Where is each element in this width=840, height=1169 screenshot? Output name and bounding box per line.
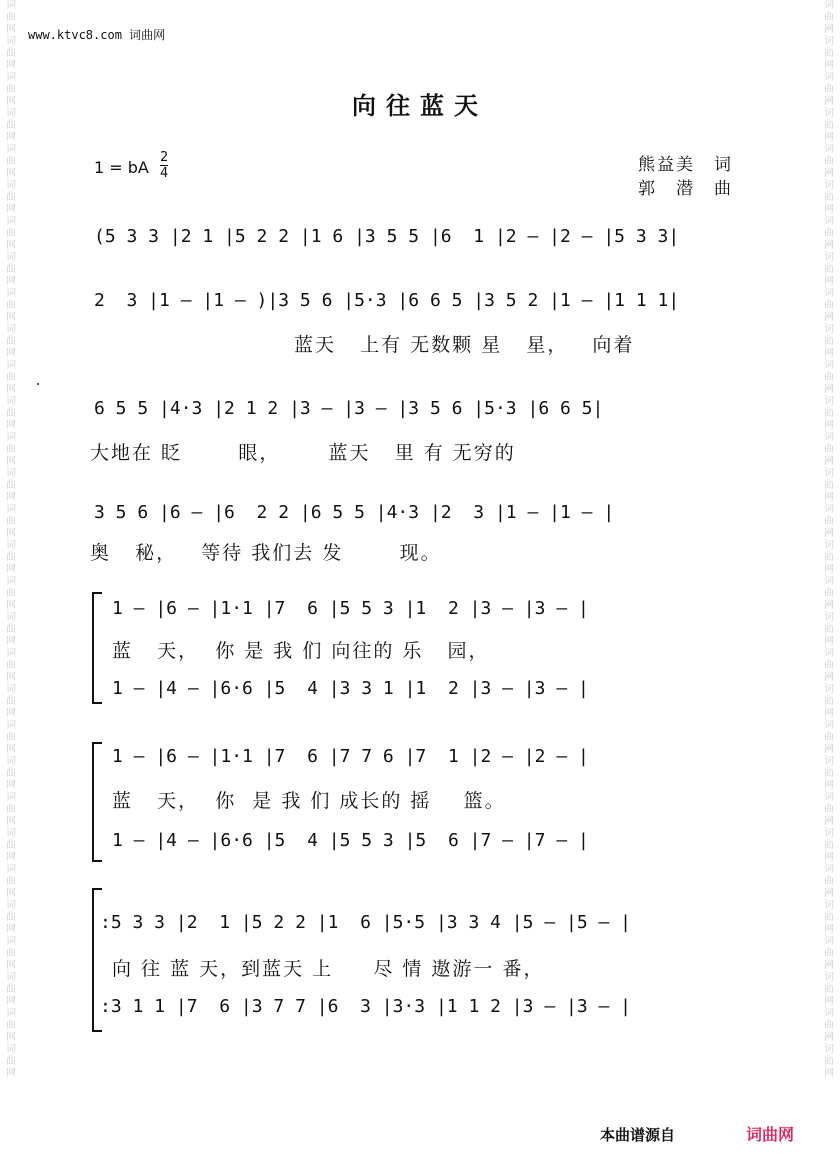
notation-line-10: :3 1 1 |7 6 |3 7 7 |6 3 |3·3 |1 1 2 |3 — |3 — | <box>100 996 632 1017</box>
system-brace-1 <box>92 592 102 704</box>
notation-line-4: 3 5 6 |6 — |6 2 2 |6 5 5 |4·3 |2 3 |1 — |1 — | <box>94 502 615 523</box>
site-url: www.ktvc8.com 词曲网 <box>28 28 166 42</box>
composer-credit: 郭 潜 曲 <box>638 179 733 199</box>
notation-line-6: 1 — |4 — |6·6 |5 4 |3 3 1 |1 2 |3 — |3 — | <box>112 678 589 699</box>
lyric-line-4: 奥 秘， 等待 我们去 发 现。 <box>90 542 442 564</box>
watermark-left: 词曲网 词曲网 词曲网 词曲网 词曲网 词曲网 词曲网 词曲网 词曲网 词曲网 词曲网 词曲网 词曲网 词曲网 词曲网 词曲网 词曲网 词曲网 词曲网 词曲网 词曲网 词曲网 词曲网 词曲网 词曲网 词曲网 词曲网 词曲网 词曲网 词曲网 <box>6 0 16 1079</box>
lyric-line-3: 大地在 眨 眼， 蓝天 里 有 无穷的 <box>90 442 516 464</box>
notation-line-5: 1 — |6 — |1·1 |7 6 |5 5 3 |1 2 |3 — |3 — | <box>112 598 589 619</box>
song-title: 向往蓝天 <box>352 91 488 120</box>
lyric-line-9: 向 往 蓝 天，到蓝天 上 尽 情 遨游一 番， <box>112 958 545 980</box>
notation-line-3: 6 5 5 |4·3 |2 1 2 |3 — |3 — |3 5 6 |5·3 |6 6 5| <box>94 398 604 419</box>
watermark-right: 词曲网 词曲网 词曲网 词曲网 词曲网 词曲网 词曲网 词曲网 词曲网 词曲网 词曲网 词曲网 词曲网 词曲网 词曲网 词曲网 词曲网 词曲网 词曲网 词曲网 词曲网 词曲网 词曲网 词曲网 词曲网 词曲网 词曲网 词曲网 词曲网 词曲网 <box>824 0 834 1079</box>
meter-top: 2 <box>160 150 169 165</box>
notation-line-2: 2 3 |1 — |1 — )|3 5 6 |5·3 |6 6 5 |3 5 2 |1 — |1 1 1| <box>94 290 680 311</box>
system-brace-2 <box>92 742 102 862</box>
notation-line-1: (5 3 3 |2 1 |5 2 2 |1 6 |3 5 5 |6 1 |2 — |2 — |5 3 3| <box>94 226 680 247</box>
lyric-line-5: 蓝 天， 你 是 我 们 向往的 乐 园， <box>112 640 490 662</box>
notation-line-9: :5 3 3 |2 1 |5 2 2 |1 6 |5·5 |3 3 4 |5 — |5 — | <box>100 912 632 933</box>
meter-bottom: 4 <box>160 166 169 181</box>
key-signature: 1 = bA <box>94 158 149 177</box>
time-signature <box>160 150 168 181</box>
lyricist-credit: 熊益美 词 <box>638 155 733 175</box>
lyric-line-2: 蓝天 上有 无数颗 星 星， 向着 <box>294 334 635 356</box>
lyric-line-7: 蓝 天， 你 是 我 们 成长的 摇 篮。 <box>112 790 506 812</box>
stray-dot <box>37 383 39 385</box>
notation-line-8: 1 — |4 — |6·6 |5 4 |5 5 3 |5 6 |7 — |7 — | <box>112 830 589 851</box>
notation-line-7: 1 — |6 — |1·1 |7 6 |7 7 6 |7 1 |2 — |2 — | <box>112 746 589 767</box>
site-logo[interactable]: 词曲网 <box>746 1125 795 1144</box>
source-label: 本曲谱源自 <box>600 1126 676 1144</box>
